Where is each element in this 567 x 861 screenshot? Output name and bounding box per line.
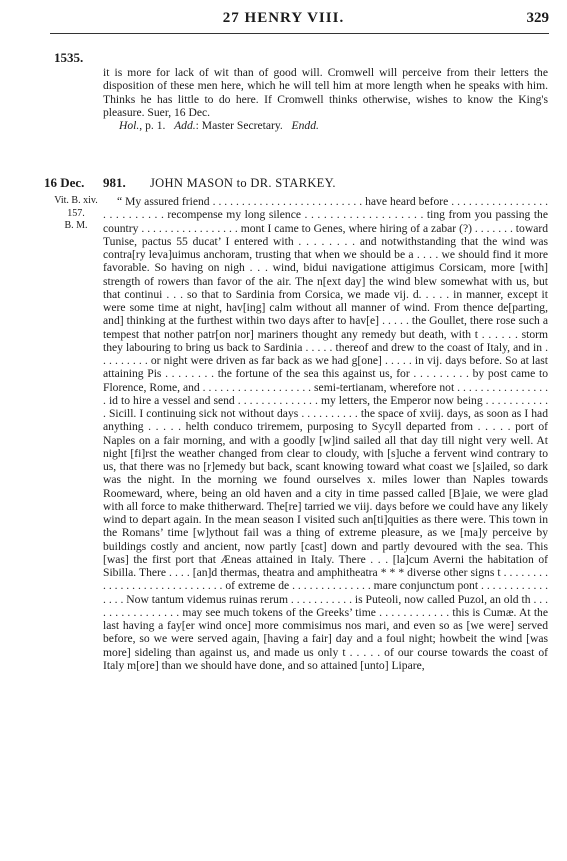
add-label: Add. (174, 119, 196, 132)
continuation-block (103, 66, 548, 132)
letter-text: “ My assured friend . . . . . . . . . . . . . . . . . . . . . . . . . . have heard before . . . . . . . . . . . . . . . . . . . . . . . . . . . recompense my long silence . . . . . . . . . . . . . . . . . . . ting from you passing the country . . . . . . . . . . . . . . . . . mont I came to Genes, where hiring of a zabar (?) . . . . . . . toward Tunise, pactus 55 ducat’ I entered with . . . . . . . . and notwithstanding that the wind was contra[ry leva]uimus anchoram, trusting that when we should be a . . . . we should find it more favorable. So having on nigh . . . wind, bidui navigatione attigimus Corsicam, more [with] strength of rowers than favor of the air. The n[ext day] the wind blew somewhat with us, but that continui . . . so that to Sardinia from Corsica, we made vij. d. . . . . in manner, except it were some time at night, hav[ing] calm without all manner of wind. From thence de[parting, and] thinking at the furthest within two days after to hav[e] . . . . . the Goullet, there rose such a tempest that nother patr[on nor] mariners thought any remedy but death, with t . . . . . . storm they labouring to bring us back to Sardinia . . . . . thereof and drew to the coast of Italy, and in . . . . . . . . . or night were driven as far back as we had g[one] . . . . . in vij. days before. So at last attaining Pis . . . . . . . . the fortune of the sea this against us, for . . . . . . . . . by post came to Florence, Rome, and . . . . . . . . . . . . . . . . . . . semi-tertianam, wherefore not . . . . . . . . . . . . . . . . . id to hire a vessel and send . . . . . . . . . . . . . . my letters, the Emperor now being . . . . . . . . . . . . Sicill. I continuing sick not without days . . . . . . . . . . the space of xviij. days, as soon as I had anything . . . . . helth conduco triremem, purposing to Sycyll departed from . . . . . port of Naples on a fair morning, and with a goodly [w]ind sailed all that day till night very well. At night [fi]rst the weather changed from clear to cloudy, with [s]uche a fervent wind contrary to us, that there was no [r]emedy but back, scant knowing toward what coast we [s]ailed, so dark was the night. In the morning we found ourselves x. miles lower than Naples towards Roomeward, where, being an old haven and a city in time passed called [B]aie, we were glad with all force to make thitherward. The[re] tarried we viij. days before we could have any likely wind to depart again. In the mean season I visited such an[ti]quities as there were. This town in the Romans’ time [w]ythout fail was a thing of extreme pleasure, as we [ma]y perceive by buildings costly and ancient, now partly [cast] down and partly devoured with the sea. This [was] the first port that Æneas attained in Italy. There . . . [la]cum Averni the habitation of Sibilla. There . . . . [an]d thermas, theatra and amphitheatra * * * diverse other signs t . . . . . . . . . . . . . . . . . . . . . . . . . . . . . of extreme de . . . . . . . . . . . . . . mare conjunctum pont . . . . . . . . . . . . . . . . Now tantum videmus ruinas rerum . . . . . . . . . . . is Puteoli, now called Puzol, an old th . . . . . . . . . . . . . . . . may see much tokens of the Greeks’ time . . . . . . . . . . . . this is Cumæ. At the last having a fay[er wind once] more commisimus nos mari, and even so as [we were] served before, so we were served again, [having a fair] day and a foul night; howbeit the wind [was more] sideling than against us, and made us only t . . . . . of our course towards the coast of Italy m[ore] than we should have done, and so attained [unto] Lipare, (103, 195, 548, 672)
ref-repository: B. M. (64, 220, 88, 231)
endorsement-line (103, 119, 548, 132)
running-head: 27 HENRY VIII. (222, 10, 345, 26)
hol-label: Hol. (119, 119, 140, 132)
endd-label: Endd. (291, 119, 319, 132)
margin-year: 1535. (54, 50, 84, 65)
add-detail: : Master Secretary. (195, 119, 283, 132)
header-rule (50, 33, 549, 34)
letter-body (103, 195, 548, 672)
page-number: 329 (526, 10, 549, 26)
entry-title: JOHN MASON to DR. STARKEY. (150, 176, 336, 190)
continuation-text: it is more for lack of wit than of good will. Cromwell will perceive from their letters the disposition of these men here, which he will tell him at more length when he speaks with him. Thinks he has little to do here. If Cromwell thinks otherwise, wishes to know the King's pleasure. Suer, 16 Dec. (103, 66, 548, 119)
entry-date: 16 Dec. (44, 175, 85, 190)
source-reference (40, 195, 102, 233)
ref-manuscript: Vit. B. xiv. (54, 195, 98, 206)
ref-folio: 157. (67, 207, 85, 219)
entry-number: 981. (103, 175, 126, 190)
hol-detail: , p. 1. (139, 119, 166, 132)
